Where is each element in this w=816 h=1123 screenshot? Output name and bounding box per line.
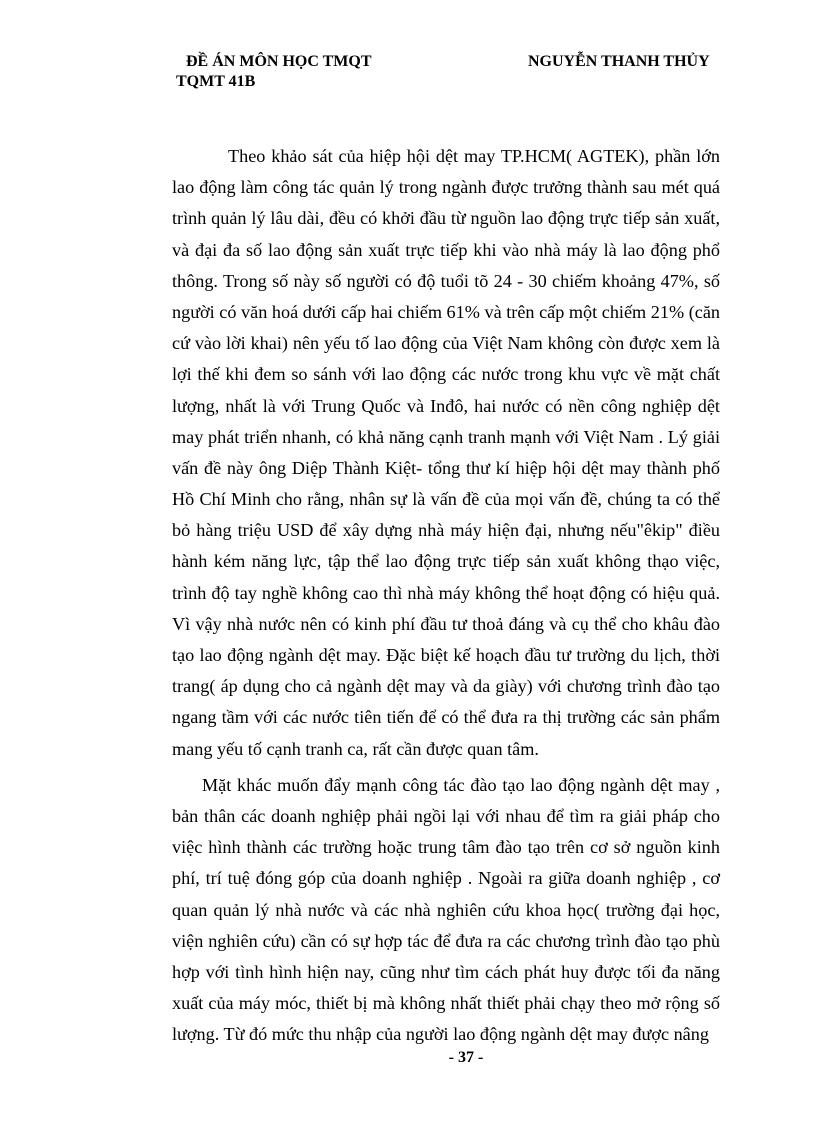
paragraph-1	[172, 141, 720, 765]
text-line: Theo khảo sát của hiệp hội dệt may TP.HCM( AGTEK), phần lớn	[228, 146, 720, 166]
text-line: tạo lao động ngành dệt may. Đặc biệt kế hoạch đầu tư trường du lịch, thời	[172, 645, 720, 665]
text-line: lợi thế khi đem so sánh với lao động các nước trong khu vực về mặt chất	[172, 364, 720, 385]
text-line: bỏ hàng triệu USD để xây dựng nhà máy hiện đại, nhưng nếu"êkip" điều	[172, 520, 720, 541]
text-line: Hồ Chí Minh cho rằng, nhân sự là vấn đề của mọi vấn đề, chúng ta có thể	[172, 489, 720, 510]
text-line: lượng. Từ đó mức thu nhập của người lao động ngành dệt may được nâng	[172, 1024, 709, 1045]
text-line: thông. Trong số này số người có độ tuổi tõ 24 - 30 chiếm khoảng 47%, số	[172, 270, 720, 291]
text-line: lao động làm công tác quản lý trong ngành được trưởng thành sau mét quá	[172, 177, 720, 198]
text-line: vấn đề này ông Diệp Thành Kiệt- tổng thư kí hiệp hội dệt may thành phố	[172, 457, 720, 478]
text-line: trình quản lý lâu dài, đều có khởi đầu từ nguồn lao động trực tiếp sản xuất,	[172, 208, 720, 229]
text-line: viện nghiên cứu) cần có sự hợp tác để đưa ra các chương trình đào tạo phù	[172, 930, 720, 951]
text-line: trình độ tay nghề không cao thì nhà máy không thể hoạt động có hiệu quả.	[172, 582, 720, 603]
text-line: mang yếu tố cạnh tranh ca, rất cần được quan tâm.	[172, 738, 539, 759]
text-line: trang( áp dụng cho cả ngành dệt may và da giày) với chương trình đào tạo	[172, 676, 720, 697]
header-class-code: TQMT 41B	[176, 73, 256, 90]
text-line: việc hình thành các trường hoặc trung tâm đào tạo trên cơ sở nguồn kinh	[172, 837, 720, 858]
text-line: ngang tầm với các nước tiên tiến để có thể đưa ra thị trường các sản phẩm	[172, 707, 720, 728]
text-line: Vì vậy nhà nước nên có kinh phí đầu tư thoả đáng và cụ thể cho khâu đào	[172, 613, 720, 634]
paragraph-2	[172, 770, 720, 1051]
text-line: và đại đa số lao động sản xuất trực tiếp khi vào nhà máy là lao động phổ	[172, 239, 720, 260]
text-line: bản thân các doanh nghiệp phải ngồi lại với nhau để tìm ra giải pháp cho	[172, 805, 720, 826]
body-text	[172, 141, 720, 1050]
page-footer	[0, 1049, 816, 1067]
header-course-title: ĐỀ ÁN MÔN HỌC TMQT	[186, 53, 372, 70]
text-line: Mặt khác muốn đẩy mạnh công tác đào tạo lao động ngành dệt may ,	[202, 774, 720, 795]
text-line: phí, trí tuệ đóng góp của doanh nghiệp . Ngoài ra giữa doanh nghiệp , cơ	[172, 868, 720, 889]
text-line: quan quản lý nhà nước và các nhà nghiên cứu khoa học( trường đại học,	[172, 899, 720, 920]
text-line: xuất của máy móc, thiết bị mà không nhất thiết phải chạy theo mở rộng số	[172, 993, 720, 1014]
page-number: - 37 -	[448, 1049, 484, 1066]
text-line: hợp với tình hình hiện nay, cũng như tìm cách phát huy được tối đa năng	[172, 961, 720, 982]
text-line: lượng, nhất là với Trung Quốc và Inđô, hai nước có nền công nghiệp dệt	[172, 395, 720, 416]
header-author-name: NGUYỄN THANH THỦY	[528, 53, 710, 70]
text-line: hành kém năng lực, tập thể lao động trực tiếp sản xuất không thạo việc,	[172, 551, 720, 572]
text-line: may phát triển nhanh, có khả năng cạnh tranh mạnh với Việt Nam . Lý giải	[172, 426, 720, 447]
text-line: người có văn hoá dưới cấp hai chiếm 61% và trên cấp một chiếm 21% (căn	[172, 301, 720, 322]
text-line: cứ vào lời khai) nên yếu tố lao động của Việt Nam không còn được xem là	[172, 333, 720, 354]
